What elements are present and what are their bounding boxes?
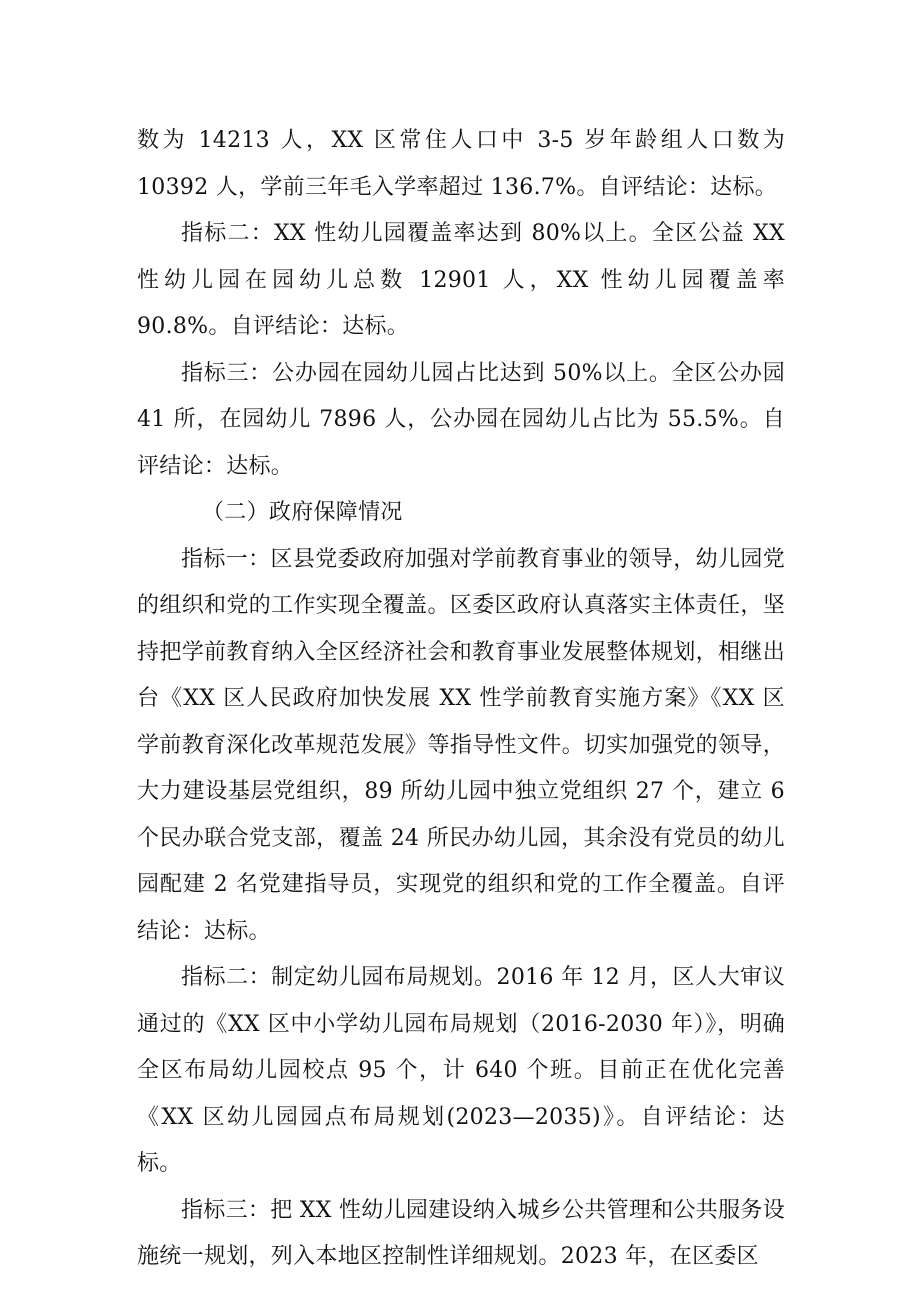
paragraph-indicator-two-layout-plan: 指标二：制定幼儿园布局规划。2016 年 12 月，区人大审议通过的《XX 区中小学幼儿园布局规划（2016-2030 年）》，明确全区布局幼儿园校点 95 个，计 640 个班。目前正在优化完善《XX 区幼儿园园点布局规划(2023—2035)》。自评结论：达标。: [137, 965, 785, 1176]
paragraph-indicator-three-public-ratio: 指标三：公办园在园幼儿园占比达到 50%以上。全区公办园 41 所，在园幼儿 7896 人，公办园在园幼儿占比为 55.5%。自评结论：达标。: [137, 360, 785, 479]
paragraph-indicator-one-party-leadership: 指标一：区县党委政府加强对学前教育事业的领导，幼儿园党的组织和党的工作实现全覆盖。区委区政府认真落实主体责任，坚持把学前教育纳入全区经济社会和教育事业发展整体规划，相继出台《XX 区人民政府加快发展 XX 性学前教育实施方案》《XX 区学前教育深化改革规范发展》等指导性文件。切实加强党的领导，大力建设基层党组织，89 所幼儿园中独立党组织 27 个，建立 6 个民办联合党支部，覆盖 24 所民办幼儿园，其余没有党员的幼儿园配建 2 名党建指导员，实现党的组织和党的工作全覆盖。自评结论：达标。: [137, 546, 785, 944]
paragraph-indicator-two-coverage: 指标二：XX 性幼儿园覆盖率达到 80%以上。全区公益 XX 性幼儿园在园幼儿总数 12901 人，XX 性幼儿园覆盖率 90.8%。自评结论：达标。: [137, 221, 785, 339]
section-heading-government-support: （二）政府保障情况: [202, 500, 403, 525]
document-body: [137, 118, 785, 1281]
paragraph-indicator-three-urban-planning: 指标三：把 XX 性幼儿园建设纳入城乡公共管理和公共服务设施统一规划，列入本地区控制性详细规划。2023 年，在区委区: [137, 1197, 786, 1269]
paragraph-population-enrollment: 数为 14213 人，XX 区常住人口中 3-5 岁年龄组人口数为 10392 人，学前三年毛入学率超过 136.7%。自评结论：达标。: [137, 128, 785, 200]
